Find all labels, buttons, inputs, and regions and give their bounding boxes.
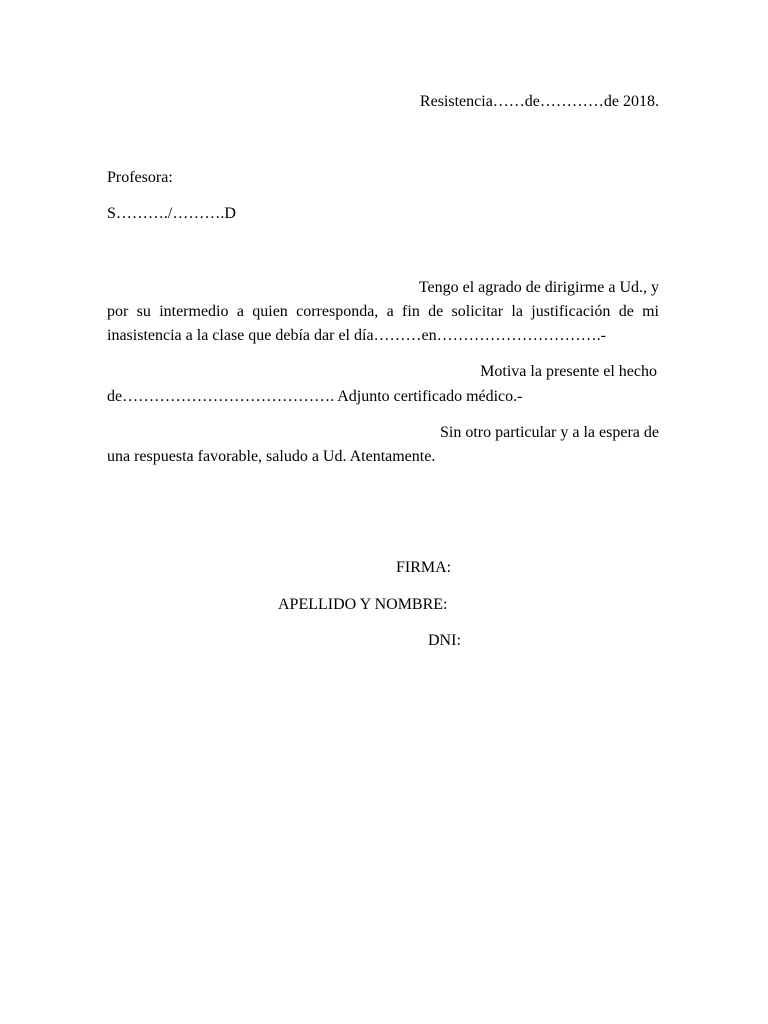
paragraph2-line1: Motiva la presente el hecho	[480, 363, 657, 380]
paragraph1-line1: Tengo el agrado de dirigirme a Ud., y	[418, 279, 659, 296]
addressee-title: Profesora:	[107, 169, 173, 186]
name-label: APELLIDO Y NOMBRE:	[278, 596, 448, 613]
paragraph3-line1: Sin otro particular y a la espera de	[439, 424, 659, 441]
paragraph1-line3: inasistencia a la clase que debía dar el día………en………………………….-	[107, 327, 606, 344]
addressee-name: S………./……….D	[107, 205, 236, 222]
paragraph1-line2: por su intermedio a quien corresponda, a fin de solicitar la justificación de mi	[107, 303, 659, 320]
dni-label: DNI:	[428, 632, 461, 649]
place-date-line: Resistencia……de…………de 2018.	[419, 93, 659, 110]
signature-label: FIRMA:	[396, 559, 452, 576]
paragraph3-line2: una respuesta favorable, saludo a Ud. Atentamente.	[107, 448, 436, 465]
paragraph2-line2: de…………………………………. Adjunto certificado médico.-	[107, 388, 523, 405]
